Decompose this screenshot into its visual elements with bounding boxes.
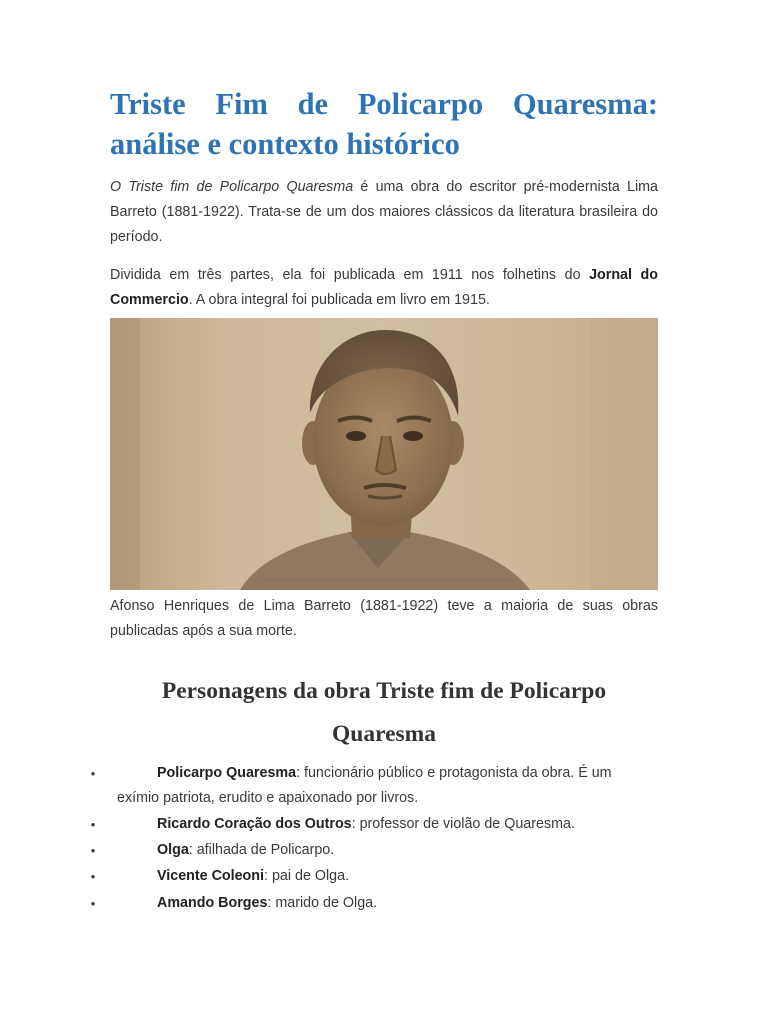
publication-text-after: . A obra integral foi publicada em livro em 1915. (188, 292, 490, 308)
publication-text-before: Dividida em três partes, ela foi publicada em 1911 nos folhetins do (110, 267, 590, 283)
list-item-text (157, 761, 658, 786)
character-desc: : pai de Olga. (264, 868, 350, 884)
newspaper-name: Jornal do Commercio (110, 267, 659, 308)
character-name: Ricardo Coração dos Outros (157, 816, 352, 832)
character-name: Olga (157, 842, 189, 858)
characters-heading: Personagens da obra Triste fim de Policarpo Quaresma (161, 678, 607, 747)
character-name: Amando Borges (157, 895, 268, 911)
character-name: Vicente Coleoni (157, 868, 264, 884)
list-item-text (157, 838, 658, 863)
character-desc: : marido de Olga. (267, 895, 378, 911)
character-desc: : afilhada de Policarpo. (188, 842, 335, 858)
bullet-icon: • (90, 896, 96, 911)
intro-text: é uma obra do escritor pré-modernista Lima Barreto (1881-1922). Trata-se de um dos maiores clássicos da literatura brasileira do período. (110, 179, 658, 245)
author-portrait-photo (110, 318, 658, 590)
character-desc-continued: exímio patriota, erudito e apaixonado por livros. (117, 790, 419, 806)
bullet-icon: • (90, 766, 96, 781)
list-item-text (157, 891, 658, 916)
character-desc: : funcionário público e protagonista da obra. É um (296, 765, 612, 781)
character-name: Policarpo Quaresma (157, 765, 297, 781)
publication-paragraph (110, 263, 658, 313)
portrait-illustration (110, 318, 658, 590)
bullet-icon: • (90, 817, 96, 832)
list-item-text (157, 864, 658, 889)
photo-caption: Afonso Henriques de Lima Barreto (1881-1922) teve a maioria de suas obras publicadas após a sua morte. (110, 598, 658, 639)
work-title-italic: O Triste fim de Policarpo Quaresma (110, 179, 354, 195)
bullet-icon: • (90, 869, 96, 884)
character-desc: : professor de violão de Quaresma. (351, 816, 575, 832)
intro-paragraph (110, 175, 658, 250)
list-item-text (157, 812, 658, 837)
article-title: Triste Fim de Policarpo Quaresma: análise e contexto histórico (110, 87, 658, 161)
bullet-icon: • (90, 843, 96, 858)
